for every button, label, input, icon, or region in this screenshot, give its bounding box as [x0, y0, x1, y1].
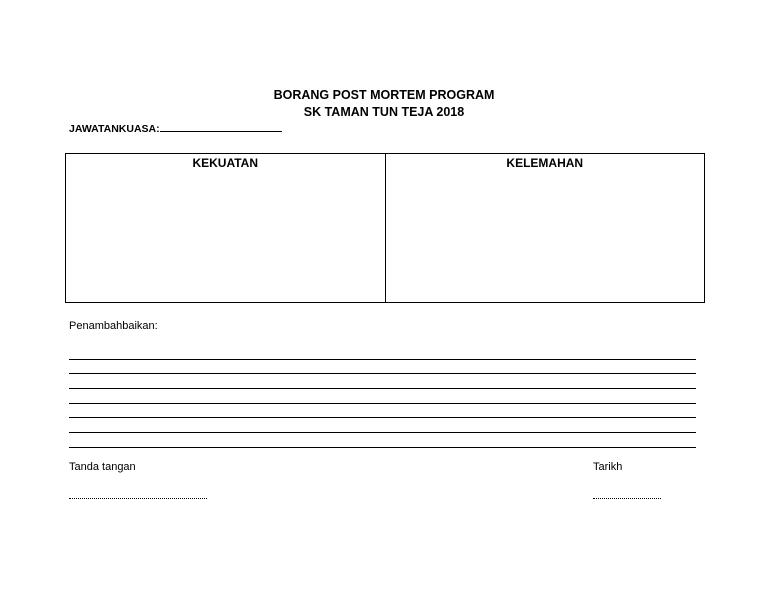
improvement-blank-line: [69, 389, 696, 404]
improvement-lines: [69, 345, 696, 448]
form-title: BORANG POST MORTEM PROGRAM: [273, 88, 495, 102]
improvement-label: Penambahbaikan:: [69, 320, 158, 332]
signature-dotted-line: [69, 492, 207, 499]
improvement-blank-line: [69, 433, 696, 448]
improvement-blank-line: [69, 418, 696, 433]
committee-field: [69, 121, 282, 135]
strengths-column: [66, 154, 386, 303]
committee-blank-line: [160, 121, 282, 132]
strengths-header: KEKUATAN: [192, 156, 259, 170]
improvement-blank-line: [69, 345, 696, 360]
signature-label: Tanda tangan: [69, 461, 136, 473]
weaknesses-header: KELEMAHAN: [506, 156, 584, 170]
improvement-blank-line: [69, 360, 696, 375]
improvement-blank-line: [69, 374, 696, 389]
strengths-weaknesses-table: [65, 153, 705, 303]
date-dotted-line: [593, 492, 661, 499]
date-label: Tarikh: [593, 461, 623, 473]
improvement-blank-line: [69, 404, 696, 419]
weaknesses-column: [385, 154, 705, 303]
form-subtitle: SK TAMAN TUN TEJA 2018: [303, 105, 465, 119]
committee-label: JAWATANKUASA:: [69, 123, 160, 135]
